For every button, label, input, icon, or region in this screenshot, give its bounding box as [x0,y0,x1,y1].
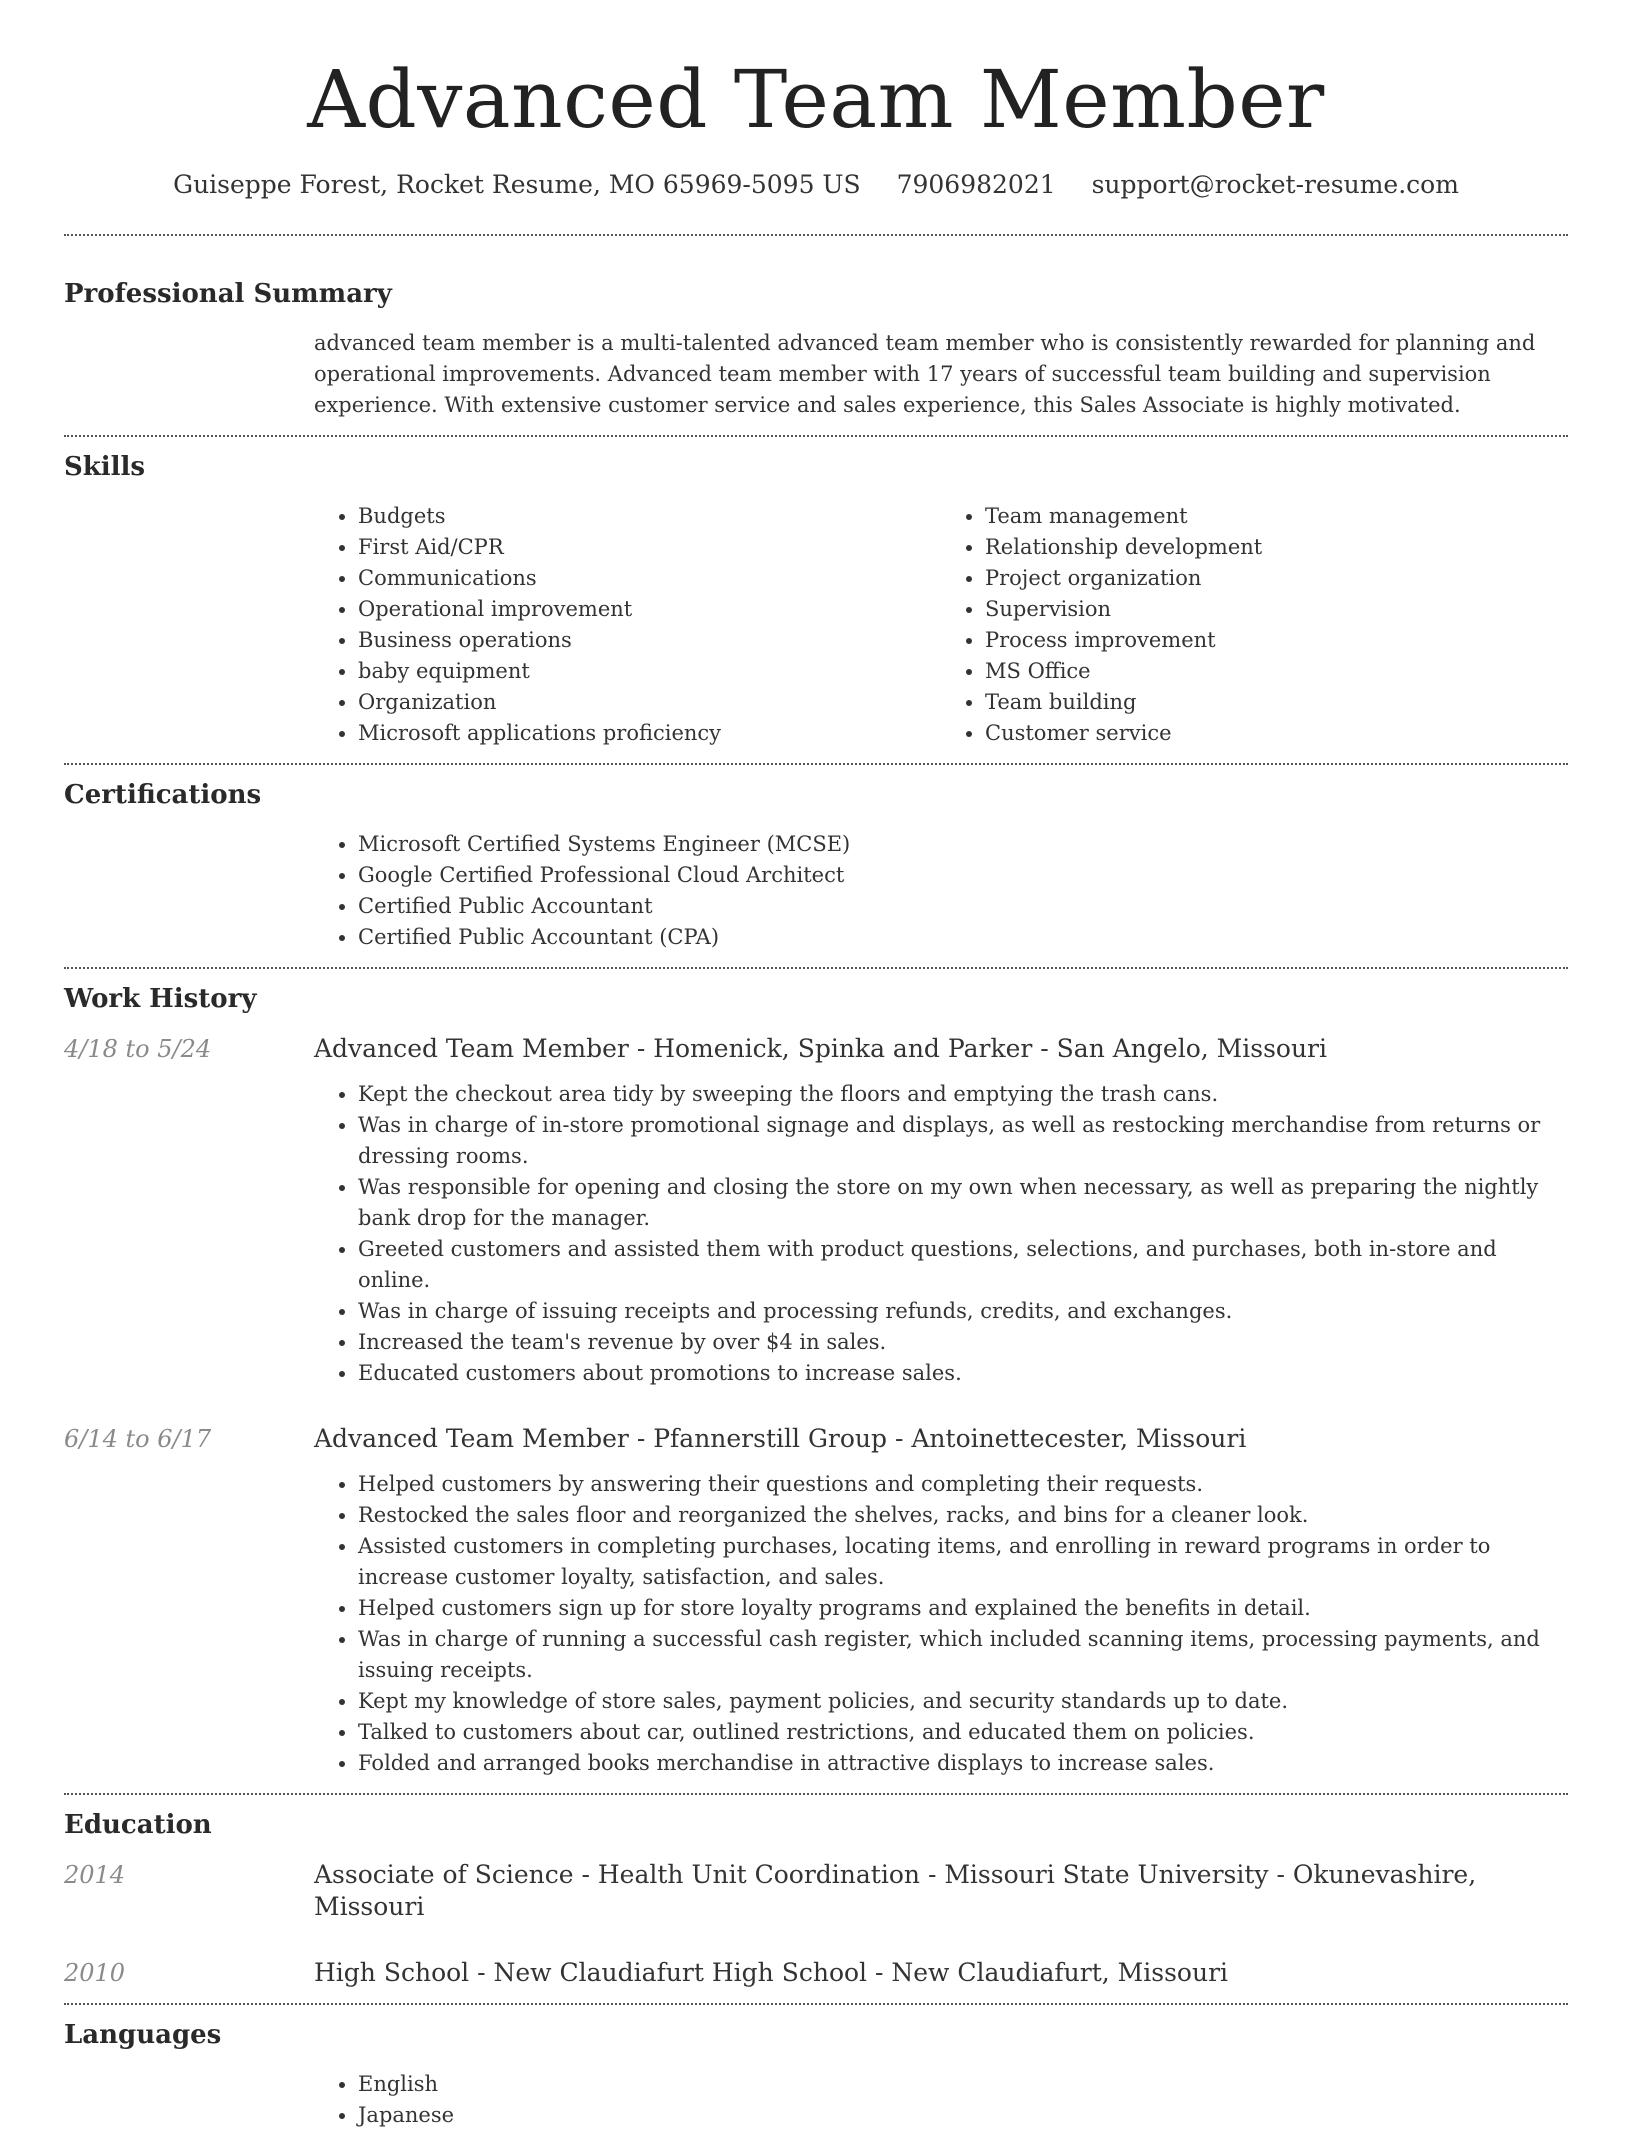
skill-item: • baby equipment [358,656,941,687]
job-bullet: • Was responsible for opening and closing the store on my own when necessary, as well as preparing the nightly bank drop for the manager. [358,1172,1568,1234]
job-dates: 6/14 to 6/17 [64,1425,212,1453]
education-entry [64,1957,1568,1989]
skills-list-right [941,501,1568,749]
skill-item: • Business operations [358,625,941,656]
skill-item: • Relationship development [985,532,1568,563]
contact-email: support@rocket-resume.com [1091,170,1459,199]
job-bullet: • Was in charge of running a successful cash register, which included scanning items, processing payments, and issuing receipts. [358,1624,1568,1686]
education-heading-text: Associate of Science - Health Unit Coordination - Missouri State University - Okunevashire, Missouri [314,1860,1477,1921]
contact-address: Guiseppe Forest, Rocket Resume, MO 65969-5095 US [173,170,861,199]
work-history-section [64,969,1568,1793]
job-bullet: • Increased the team's revenue by over $4 in sales. [358,1327,1568,1358]
education-section [64,1795,1568,2003]
contact-phone: 7906982021 [896,170,1056,199]
skill-item: • Budgets [358,501,941,532]
job-bullet: • Helped customers sign up for store loyalty programs and explained the benefits in detail. [358,1593,1568,1624]
job-bullet: • Folded and arranged books merchandise in attractive displays to increase sales. [358,1748,1568,1779]
work-history-heading: Work History [64,984,257,1014]
summary-heading: Professional Summary [64,279,392,309]
resume-title: Advanced Team Member [307,53,1325,146]
skill-item: • Supervision [985,594,1568,625]
skill-item: • Microsoft applications proficiency [358,718,941,749]
skill-item: • Organization [358,687,941,718]
job-entry [64,1423,1568,1779]
language-item: • Japanese [358,2100,1568,2131]
summary-section [64,236,1568,435]
job-entry [64,1033,1568,1389]
certification-item: • Certified Public Accountant [358,891,1568,922]
certifications-section [64,765,1568,967]
education-heading-text: High School - New Claudiafurt High School - New Claudiafurt, Missouri [314,1958,1229,1987]
job-bullet: • Kept the checkout area tidy by sweeping the floors and emptying the trash cans. [358,1079,1568,1110]
languages-heading: Languages [64,2020,222,2050]
job-bullet: • Was in charge of in-store promotional signage and displays, as well as restocking merchandise from returns or dressing rooms. [358,1110,1568,1172]
skills-list-left [314,501,941,749]
certification-item: • Certified Public Accountant (CPA) [358,922,1568,953]
job-bullet: • Assisted customers in completing purchases, locating items, and enrolling in reward programs in order to increase customer loyalty, satisfaction, and sales. [358,1531,1568,1593]
job-bullet: • Talked to customers about car, outlined restrictions, and educated them on policies. [358,1717,1568,1748]
job-bullet: • Helped customers by answering their questions and completing their requests. [358,1469,1568,1500]
skills-section [64,437,1568,763]
job-bullets [314,1469,1568,1779]
certification-item: • Google Certified Professional Cloud Architect [358,860,1568,891]
languages-list [314,2069,1568,2131]
education-heading: Education [64,1810,212,1840]
skills-heading: Skills [64,452,146,482]
job-bullet: • Educated customers about promotions to increase sales. [358,1358,1568,1389]
education-entry [64,1859,1568,1923]
skill-item: • MS Office [985,656,1568,687]
skill-item: • Process improvement [985,625,1568,656]
education-year: 2014 [64,1861,126,1889]
certification-item: • Microsoft Certified Systems Engineer (MCSE) [358,829,1568,860]
job-bullet: • Kept my knowledge of store sales, payment policies, and security standards up to date. [358,1686,1568,1717]
job-bullets [314,1079,1568,1389]
job-heading: Advanced Team Member - Homenick, Spinka and Parker - San Angelo, Missouri [314,1034,1328,1063]
languages-section [64,2005,1568,2145]
job-bullet: • Was in charge of issuing receipts and processing refunds, credits, and exchanges. [358,1296,1568,1327]
skill-item: • Project organization [985,563,1568,594]
skill-item: • Communications [358,563,941,594]
skill-item: • Team building [985,687,1568,718]
job-bullet: • Restocked the sales floor and reorganized the shelves, racks, and bins for a cleaner look. [358,1500,1568,1531]
certifications-list [314,829,1568,953]
skill-item: • Operational improvement [358,594,941,625]
skill-item: • First Aid/CPR [358,532,941,563]
summary-text: advanced team member is a multi-talented advanced team member who is consistently rewarded for planning and operational improvements. Advanced team member with 17 years of successful team building and supervision experience. With extensive customer service and sales experience, this Sales Associate is highly motivated. [314,331,1536,417]
skill-item: • Team management [985,501,1568,532]
language-item: • English [358,2069,1568,2100]
job-dates: 4/18 to 5/24 [64,1035,212,1063]
education-year: 2010 [64,1959,126,1987]
contact-line [64,170,1568,200]
job-heading: Advanced Team Member - Pfannerstill Group - Antoinettecester, Missouri [314,1424,1247,1453]
resume-page [64,0,1568,2145]
skill-item: • Customer service [985,718,1568,749]
job-bullet: • Greeted customers and assisted them with product questions, selections, and purchases, both in-store and online. [358,1234,1568,1296]
certifications-heading: Certifications [64,780,262,810]
